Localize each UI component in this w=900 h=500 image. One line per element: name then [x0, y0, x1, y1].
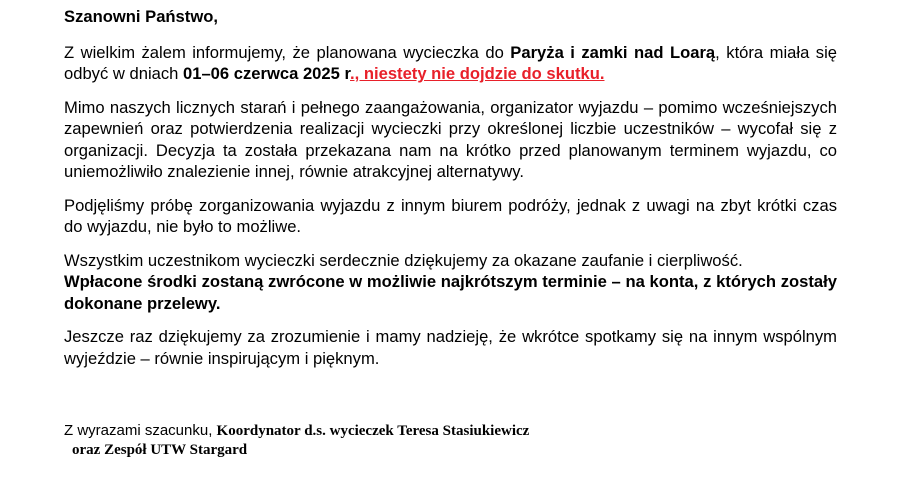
paragraph-refund [64, 250, 837, 315]
paragraph-cancellation-mid: , która miała się odbyć w dniach [64, 42, 837, 83]
trip-name: Paryża i zamki nad Loarą [510, 42, 716, 62]
paragraph-organizer-withdrawal: Mimo naszych licznych starań i pełnego zaangażowania, organizator wyjazdu – pomimo wcześniejszych zapewnień oraz potwierdzenia realizacji wycieczki przy określonej liczbie uczestników – wycofał się z organizacji. Decyzja ta została przekazana nam na krótko przed planowanym terminem wyjazdu, co uniemożliwiło znalezienie innej, równie atrakcyjnej alternatywy. [64, 97, 837, 181]
paragraph-alternative-attempt: Podjęliśmy próbę zorganizowania wyjazdu z innym biurem podróży, jednak z uwagi na zbyt krótki czas do wyjazdu, nie było to możliwe. [64, 195, 837, 236]
signature-intro: Z wyrazami szacunku, [64, 422, 217, 439]
signature-block [64, 421, 529, 460]
signature-team: oraz Zespół UTW Stargard [72, 442, 248, 458]
refund-notice: Wpłacone środki zostaną zwrócone w możliwie najkrótszym terminie – na konta, z których zostały dokonane przelewy. [64, 272, 837, 313]
letter-greeting: Szanowni Państwo, [64, 7, 218, 26]
paragraph-closing: Jeszcze raz dziękujemy za zrozumienie i mamy nadzieję, że wkrótce spotkamy się na innym wspólnym wyjeździe – równie inspirującym i pięknym. [64, 327, 837, 368]
trip-dates: 01–06 czerwca 2025 r [183, 64, 351, 83]
thanks-line: Wszystkim uczestnikom wycieczki serdecznie dziękujemy za okazane zaufanie i cierpliwość. [64, 250, 743, 270]
cancellation-notice: ., niestety nie dojdzie do skutku. [350, 64, 605, 83]
paragraph-cancellation [64, 42, 837, 85]
letter-body [64, 6, 837, 382]
signature-coordinator: Koordynator d.s. wycieczek Teresa Stasiukiewicz [216, 423, 530, 439]
paragraph-cancellation-intro: Z wielkim żalem informujemy, że planowana wycieczka do [64, 42, 511, 62]
